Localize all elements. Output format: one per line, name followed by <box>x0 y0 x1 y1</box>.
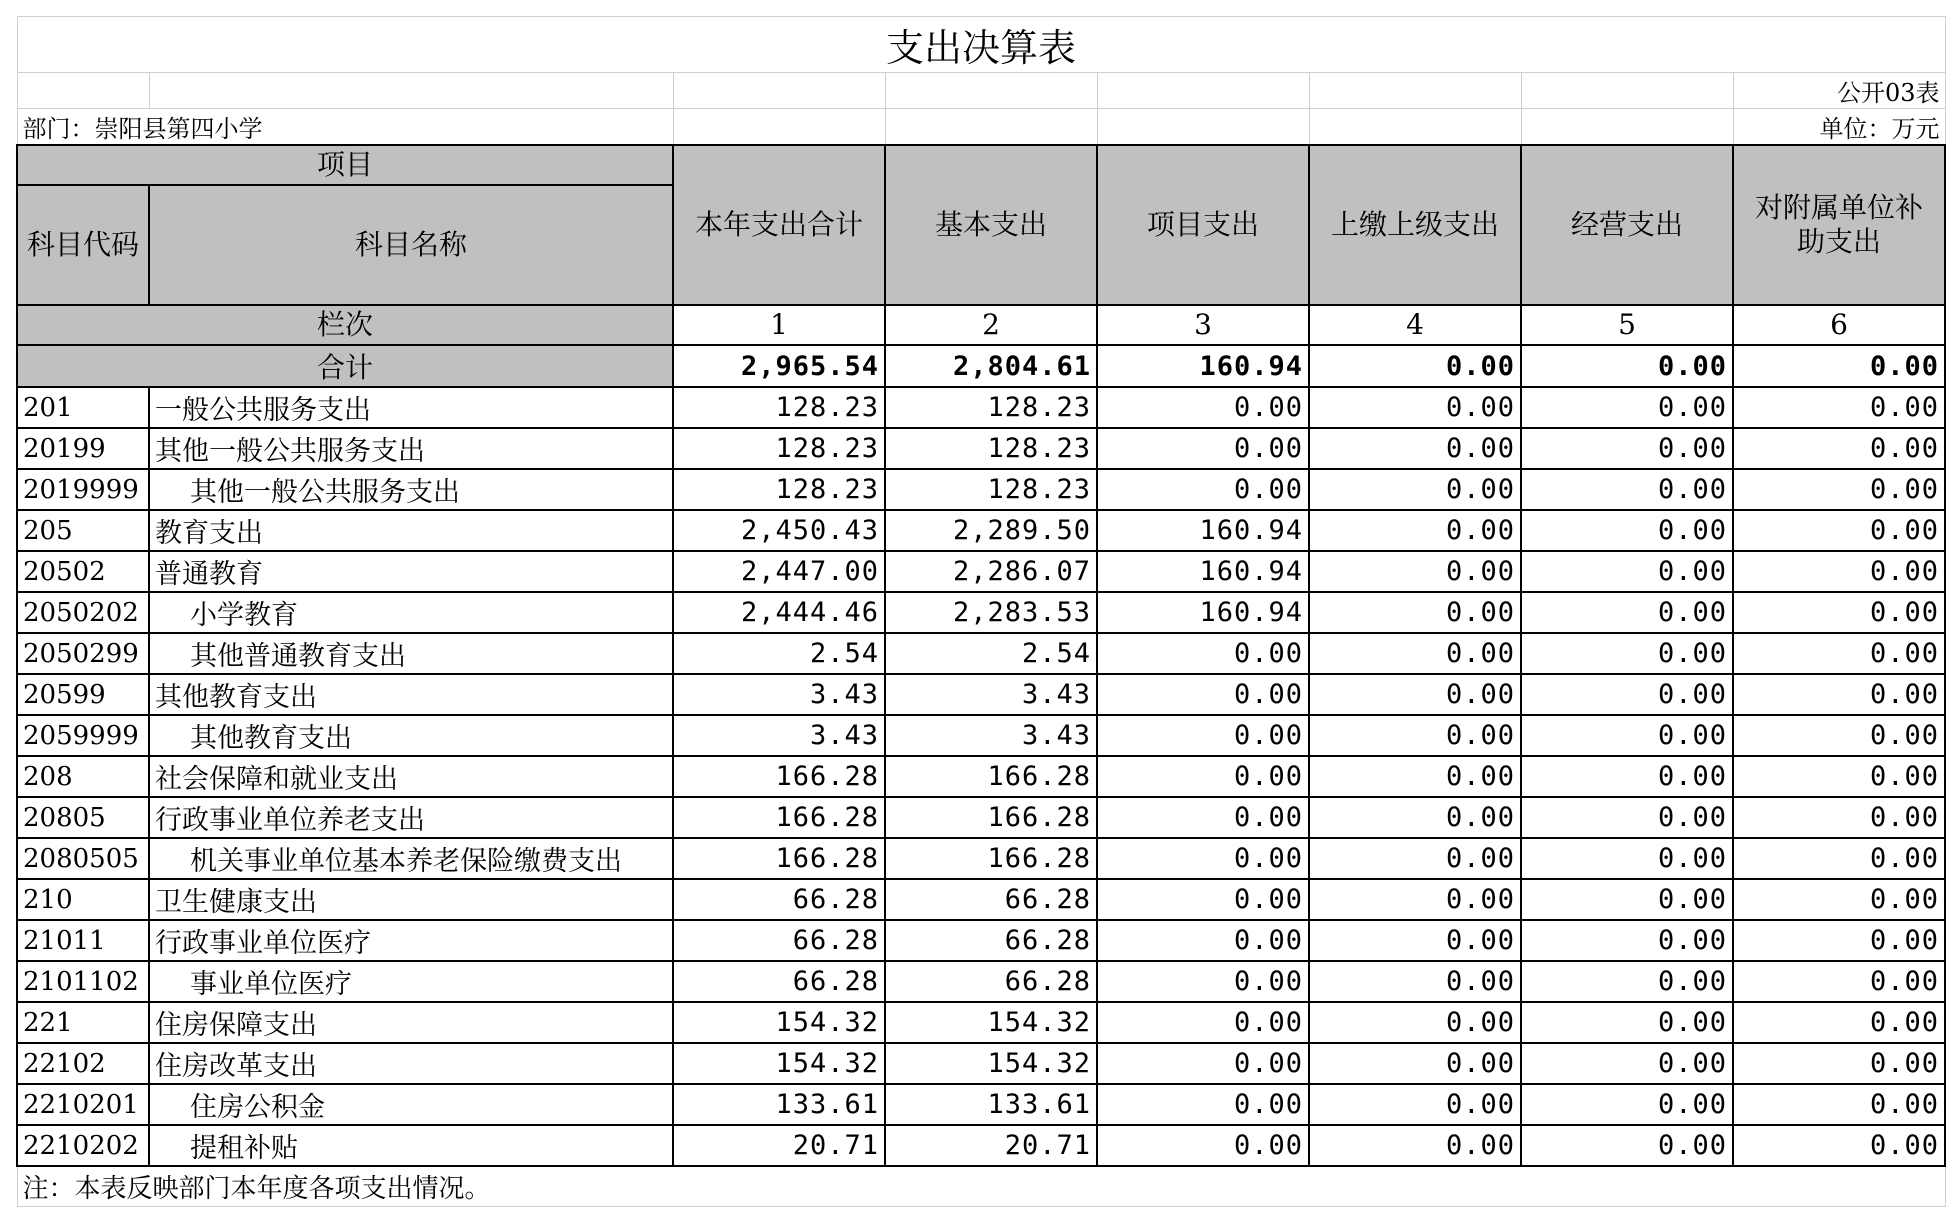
amount-cell: 0.00 <box>1309 592 1521 633</box>
amount-cell: 0.00 <box>1097 961 1309 1002</box>
subject-code: 210 <box>17 879 149 920</box>
subject-code: 208 <box>17 756 149 797</box>
amount-cell: 0.00 <box>1097 756 1309 797</box>
amount-cell: 0.00 <box>1309 469 1521 510</box>
header-col-5: 经营支出 <box>1521 145 1733 305</box>
amount-cell: 2,283.53 <box>885 592 1097 633</box>
subject-name: 提租补贴 <box>149 1125 673 1166</box>
amount-cell: 0.00 <box>1309 633 1521 674</box>
subject-name: 卫生健康支出 <box>149 879 673 920</box>
amount-cell: 3.43 <box>885 674 1097 715</box>
subject-code: 22102 <box>17 1043 149 1084</box>
amount-cell: 154.32 <box>885 1002 1097 1043</box>
amount-cell: 0.00 <box>1309 1043 1521 1084</box>
amount-cell: 0.00 <box>1733 674 1945 715</box>
amount-cell: 66.28 <box>673 920 885 961</box>
amount-cell: 0.00 <box>1097 1002 1309 1043</box>
amount-cell: 128.23 <box>673 469 885 510</box>
subject-code: 20199 <box>17 428 149 469</box>
amount-cell: 66.28 <box>885 879 1097 920</box>
subject-code: 20502 <box>17 551 149 592</box>
amount-cell: 0.00 <box>1097 879 1309 920</box>
subject-name: 机关事业单位基本养老保险缴费支出 <box>149 838 673 879</box>
amount-cell: 0.00 <box>1309 879 1521 920</box>
amount-cell: 166.28 <box>673 797 885 838</box>
amount-cell: 66.28 <box>885 920 1097 961</box>
table-row <box>17 510 1945 551</box>
table-row <box>17 961 1945 1002</box>
subject-code: 21011 <box>17 920 149 961</box>
amount-cell: 0.00 <box>1733 797 1945 838</box>
amount-cell: 0.00 <box>1521 633 1733 674</box>
amount-cell: 0.00 <box>1733 551 1945 592</box>
amount-cell: 128.23 <box>885 428 1097 469</box>
subject-code: 2050299 <box>17 633 149 674</box>
amount-cell: 160.94 <box>1097 592 1309 633</box>
amount-cell: 20.71 <box>673 1125 885 1166</box>
header-name: 科目名称 <box>149 185 673 305</box>
amount-cell: 2,289.50 <box>885 510 1097 551</box>
header-col-1: 本年支出合计 <box>673 145 885 305</box>
amount-cell: 154.32 <box>885 1043 1097 1084</box>
subject-code: 2080505 <box>17 838 149 879</box>
subject-name: 住房保障支出 <box>149 1002 673 1043</box>
amount-cell: 0.00 <box>1521 1084 1733 1125</box>
amount-cell: 66.28 <box>673 961 885 1002</box>
amount-cell: 2,444.46 <box>673 592 885 633</box>
table-row <box>17 1084 1945 1125</box>
subject-code: 205 <box>17 510 149 551</box>
subject-name: 其他教育支出 <box>149 715 673 756</box>
amount-cell: 0.00 <box>1097 838 1309 879</box>
amount-cell: 0.00 <box>1521 879 1733 920</box>
amount-cell: 0.00 <box>1097 428 1309 469</box>
amount-cell: 0.00 <box>1309 1002 1521 1043</box>
amount-cell: 66.28 <box>885 961 1097 1002</box>
header-col-6: 对附属单位补助支出 <box>1733 145 1945 305</box>
header-col-3: 项目支出 <box>1097 145 1309 305</box>
table-row <box>17 674 1945 715</box>
amount-cell: 0.00 <box>1309 428 1521 469</box>
subject-name: 一般公共服务支出 <box>149 387 673 428</box>
header-item: 项目 <box>17 145 673 185</box>
subject-name: 住房改革支出 <box>149 1043 673 1084</box>
amount-cell: 0.00 <box>1309 510 1521 551</box>
amount-cell: 0.00 <box>1521 674 1733 715</box>
subject-name: 其他教育支出 <box>149 674 673 715</box>
amount-cell: 0.00 <box>1521 469 1733 510</box>
subject-name: 小学教育 <box>149 592 673 633</box>
amount-cell: 0.00 <box>1309 1084 1521 1125</box>
seq-4: 4 <box>1309 305 1521 345</box>
total-value: 160.94 <box>1097 345 1309 387</box>
subject-code: 20805 <box>17 797 149 838</box>
table-row <box>17 1125 1945 1166</box>
amount-cell: 133.61 <box>673 1084 885 1125</box>
amount-cell: 0.00 <box>1733 879 1945 920</box>
amount-cell: 0.00 <box>1733 756 1945 797</box>
table-row <box>17 428 1945 469</box>
subject-name: 普通教育 <box>149 551 673 592</box>
amount-cell: 0.00 <box>1521 797 1733 838</box>
amount-cell: 0.00 <box>1097 797 1309 838</box>
amount-cell: 0.00 <box>1733 715 1945 756</box>
amount-cell: 166.28 <box>885 756 1097 797</box>
amount-cell: 0.00 <box>1733 428 1945 469</box>
table-row <box>17 920 1945 961</box>
amount-cell: 0.00 <box>1309 961 1521 1002</box>
total-value: 0.00 <box>1309 345 1521 387</box>
amount-cell: 160.94 <box>1097 551 1309 592</box>
amount-cell: 66.28 <box>673 879 885 920</box>
amount-cell: 20.71 <box>885 1125 1097 1166</box>
amount-cell: 0.00 <box>1733 510 1945 551</box>
amount-cell: 166.28 <box>885 797 1097 838</box>
seq-3: 3 <box>1097 305 1309 345</box>
amount-cell: 0.00 <box>1733 961 1945 1002</box>
header-seq-label: 栏次 <box>17 305 673 345</box>
amount-cell: 0.00 <box>1733 1084 1945 1125</box>
amount-cell: 0.00 <box>1309 387 1521 428</box>
subject-code: 2050202 <box>17 592 149 633</box>
amount-cell: 0.00 <box>1097 715 1309 756</box>
amount-cell: 0.00 <box>1521 592 1733 633</box>
table-row <box>17 592 1945 633</box>
amount-cell: 0.00 <box>1521 428 1733 469</box>
amount-cell: 0.00 <box>1733 469 1945 510</box>
amount-cell: 2,447.00 <box>673 551 885 592</box>
amount-cell: 0.00 <box>1097 633 1309 674</box>
amount-cell: 0.00 <box>1097 1125 1309 1166</box>
subject-code: 2210201 <box>17 1084 149 1125</box>
table-row <box>17 838 1945 879</box>
subject-name: 其他一般公共服务支出 <box>149 428 673 469</box>
seq-6: 6 <box>1733 305 1945 345</box>
subject-name: 住房公积金 <box>149 1084 673 1125</box>
amount-cell: 0.00 <box>1097 920 1309 961</box>
amount-cell: 154.32 <box>673 1043 885 1084</box>
amount-cell: 2.54 <box>673 633 885 674</box>
table-row <box>17 469 1945 510</box>
amount-cell: 0.00 <box>1521 387 1733 428</box>
unit-label: 单位：万元 <box>1733 109 1945 146</box>
expenditure-sheet <box>16 16 1944 1207</box>
table-row <box>17 879 1945 920</box>
subject-name: 行政事业单位养老支出 <box>149 797 673 838</box>
amount-cell: 0.00 <box>1733 1002 1945 1043</box>
amount-cell: 154.32 <box>673 1002 885 1043</box>
amount-cell: 0.00 <box>1733 1125 1945 1166</box>
header-col-2: 基本支出 <box>885 145 1097 305</box>
subject-name: 社会保障和就业支出 <box>149 756 673 797</box>
amount-cell: 133.61 <box>885 1084 1097 1125</box>
amount-cell: 0.00 <box>1309 756 1521 797</box>
amount-cell: 0.00 <box>1309 551 1521 592</box>
subject-name: 其他一般公共服务支出 <box>149 469 673 510</box>
amount-cell: 3.43 <box>885 715 1097 756</box>
amount-cell: 0.00 <box>1097 387 1309 428</box>
total-label: 合计 <box>17 345 673 387</box>
amount-cell: 0.00 <box>1733 1043 1945 1084</box>
table-row <box>17 797 1945 838</box>
table-note: 注：本表反映部门本年度各项支出情况。 <box>17 1166 1945 1206</box>
amount-cell: 0.00 <box>1733 592 1945 633</box>
header-code: 科目代码 <box>17 185 149 305</box>
amount-cell: 160.94 <box>1097 510 1309 551</box>
total-value: 2,965.54 <box>673 345 885 387</box>
amount-cell: 0.00 <box>1309 838 1521 879</box>
table-row <box>17 551 1945 592</box>
amount-cell: 128.23 <box>673 387 885 428</box>
table-row <box>17 387 1945 428</box>
amount-cell: 0.00 <box>1521 1002 1733 1043</box>
department-label: 部门：崇阳县第四小学 <box>17 109 673 146</box>
subject-code: 2059999 <box>17 715 149 756</box>
amount-cell: 0.00 <box>1097 469 1309 510</box>
amount-cell: 0.00 <box>1309 715 1521 756</box>
page-title: 支出决算表 <box>17 17 1945 73</box>
table-row <box>17 715 1945 756</box>
amount-cell: 0.00 <box>1309 797 1521 838</box>
subject-name: 行政事业单位医疗 <box>149 920 673 961</box>
amount-cell: 0.00 <box>1521 510 1733 551</box>
seq-5: 5 <box>1521 305 1733 345</box>
subject-code: 2210202 <box>17 1125 149 1166</box>
amount-cell: 166.28 <box>885 838 1097 879</box>
table-row <box>17 756 1945 797</box>
amount-cell: 0.00 <box>1521 756 1733 797</box>
subject-code: 201 <box>17 387 149 428</box>
amount-cell: 0.00 <box>1521 1043 1733 1084</box>
table-row <box>17 1002 1945 1043</box>
amount-cell: 0.00 <box>1733 387 1945 428</box>
seq-1: 1 <box>673 305 885 345</box>
total-value: 0.00 <box>1521 345 1733 387</box>
amount-cell: 3.43 <box>673 715 885 756</box>
amount-cell: 0.00 <box>1521 961 1733 1002</box>
subject-name: 其他普通教育支出 <box>149 633 673 674</box>
subject-code: 20599 <box>17 674 149 715</box>
total-value: 2,804.61 <box>885 345 1097 387</box>
expenditure-table <box>16 16 1946 1207</box>
amount-cell: 0.00 <box>1521 838 1733 879</box>
amount-cell: 0.00 <box>1309 1125 1521 1166</box>
amount-cell: 2.54 <box>885 633 1097 674</box>
header-col-4: 上缴上级支出 <box>1309 145 1521 305</box>
subject-name: 事业单位医疗 <box>149 961 673 1002</box>
table-row <box>17 633 1945 674</box>
amount-cell: 0.00 <box>1309 674 1521 715</box>
form-number: 公开03表 <box>1733 73 1945 109</box>
amount-cell: 0.00 <box>1521 715 1733 756</box>
amount-cell: 166.28 <box>673 838 885 879</box>
amount-cell: 0.00 <box>1097 1043 1309 1084</box>
amount-cell: 2,450.43 <box>673 510 885 551</box>
amount-cell: 0.00 <box>1521 1125 1733 1166</box>
subject-code: 2019999 <box>17 469 149 510</box>
amount-cell: 2,286.07 <box>885 551 1097 592</box>
seq-2: 2 <box>885 305 1097 345</box>
total-row <box>17 345 1945 387</box>
amount-cell: 0.00 <box>1521 551 1733 592</box>
subject-name: 教育支出 <box>149 510 673 551</box>
amount-cell: 166.28 <box>673 756 885 797</box>
amount-cell: 0.00 <box>1733 920 1945 961</box>
amount-cell: 128.23 <box>673 428 885 469</box>
amount-cell: 128.23 <box>885 469 1097 510</box>
subject-code: 2101102 <box>17 961 149 1002</box>
table-row <box>17 1043 1945 1084</box>
amount-cell: 0.00 <box>1733 633 1945 674</box>
amount-cell: 3.43 <box>673 674 885 715</box>
amount-cell: 0.00 <box>1521 920 1733 961</box>
total-value: 0.00 <box>1733 345 1945 387</box>
subject-code: 221 <box>17 1002 149 1043</box>
amount-cell: 0.00 <box>1309 920 1521 961</box>
amount-cell: 0.00 <box>1733 838 1945 879</box>
amount-cell: 0.00 <box>1097 1084 1309 1125</box>
amount-cell: 128.23 <box>885 387 1097 428</box>
amount-cell: 0.00 <box>1097 674 1309 715</box>
